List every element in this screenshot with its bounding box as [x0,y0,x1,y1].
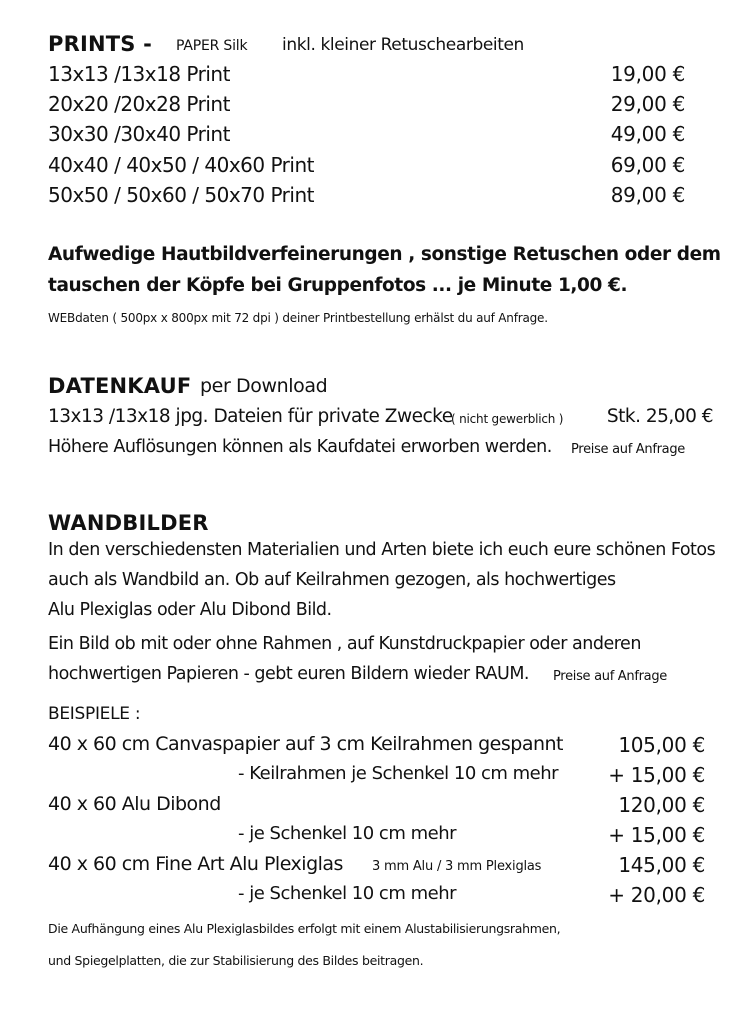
retouch-text-line: tauschen der Köpfe bei Gruppenfotos ... je Minute 1,00 €. [48,275,628,296]
datenkauf-line-main: 13x13 /13x18 jpg. Dateien für private Zwecke [48,406,453,427]
print-item-price: 49,00 € [610,122,685,146]
datenkauf-subtitle: per Download [200,375,328,397]
print-item-label: 13x13 /13x18 Print [48,62,230,86]
wandbilder-text-line: Ein Bild ob mit oder ohne Rahmen , auf Kunstdruckpapier oder anderen [48,634,641,654]
datenkauf-title: DATENKAUF [48,374,192,398]
retouch-text-line: Aufwedige Hautbildverfeinerungen , sonstige Retuschen oder dem [48,244,721,265]
print-item-price: 69,00 € [610,153,685,177]
example-small: 3 mm Alu / 3 mm Plexiglas [372,859,542,874]
datenkauf-line-small: ( nicht gewerblich ) [451,412,564,426]
wandbilder-small-note: Preise auf Anfrage [553,669,667,684]
footer-note-line: Die Aufhängung eines Alu Plexiglasbildes erfolgt mit einem Alustabilisierungsrahmen, [48,921,561,936]
example-label: - je Schenkel 10 cm mehr [238,883,457,904]
print-item-price: 29,00 € [610,92,685,116]
footer-note-line: und Spiegelplatten, die zur Stabilisierung des Bildes beitragen. [48,953,424,968]
wandbilder-text-line: hochwertigen Papieren - gebt euren Bildern wieder RAUM. [48,664,529,684]
example-price: + 20,00 € [608,883,705,907]
prints-title: PRINTS - [48,32,153,56]
example-label: 40 x 60 cm Canvaspapier auf 3 cm Keilrahmen gespannt [48,733,563,755]
example-price: + 15,00 € [608,763,705,787]
examples-title: BEISPIELE : [48,704,141,724]
print-item-label: 50x50 / 50x60 / 50x70 Print [48,183,314,207]
print-item-label: 30x30 /30x40 Print [48,122,230,146]
example-price: 145,00 € [618,853,705,877]
example-label: 40 x 60 Alu Dibond [48,793,221,815]
wandbilder-text-line: Alu Plexiglas oder Alu Dibond Bild. [48,600,332,620]
wandbilder-title: WANDBILDER [48,511,209,535]
datenkauf-line-small: Preise auf Anfrage [571,442,685,457]
print-item-price: 89,00 € [610,183,685,207]
print-item-price: 19,00 € [610,62,685,86]
example-label: - Keilrahmen je Schenkel 10 cm mehr [238,763,559,784]
example-price: 105,00 € [618,733,705,757]
wandbilder-text-line: In den verschiedensten Materialien und Arten biete ich euch eure schönen Fotos [48,540,716,560]
example-price: 120,00 € [618,793,705,817]
print-item-label: 20x20 /20x28 Print [48,92,230,116]
example-label: 40 x 60 cm Fine Art Alu Plexiglas [48,853,343,875]
wandbilder-text-line: auch als Wandbild an. Ob auf Keilrahmen gezogen, als hochwertiges [48,570,616,590]
web-data-note: WEBdaten ( 500px x 800px mit 72 dpi ) deiner Printbestellung erhälst du auf Anfrage. [48,311,548,325]
datenkauf-price: Stk. 25,00 € [606,406,713,427]
example-label: - je Schenkel 10 cm mehr [238,823,457,844]
datenkauf-line-main: Höhere Auflösungen können als Kaufdatei erworben werden. [48,437,552,457]
prints-paper: PAPER Silk [176,38,248,54]
example-price: + 15,00 € [608,823,705,847]
print-item-label: 40x40 / 40x50 / 40x60 Print [48,153,314,177]
prints-note: inkl. kleiner Retuschearbeiten [282,35,524,55]
